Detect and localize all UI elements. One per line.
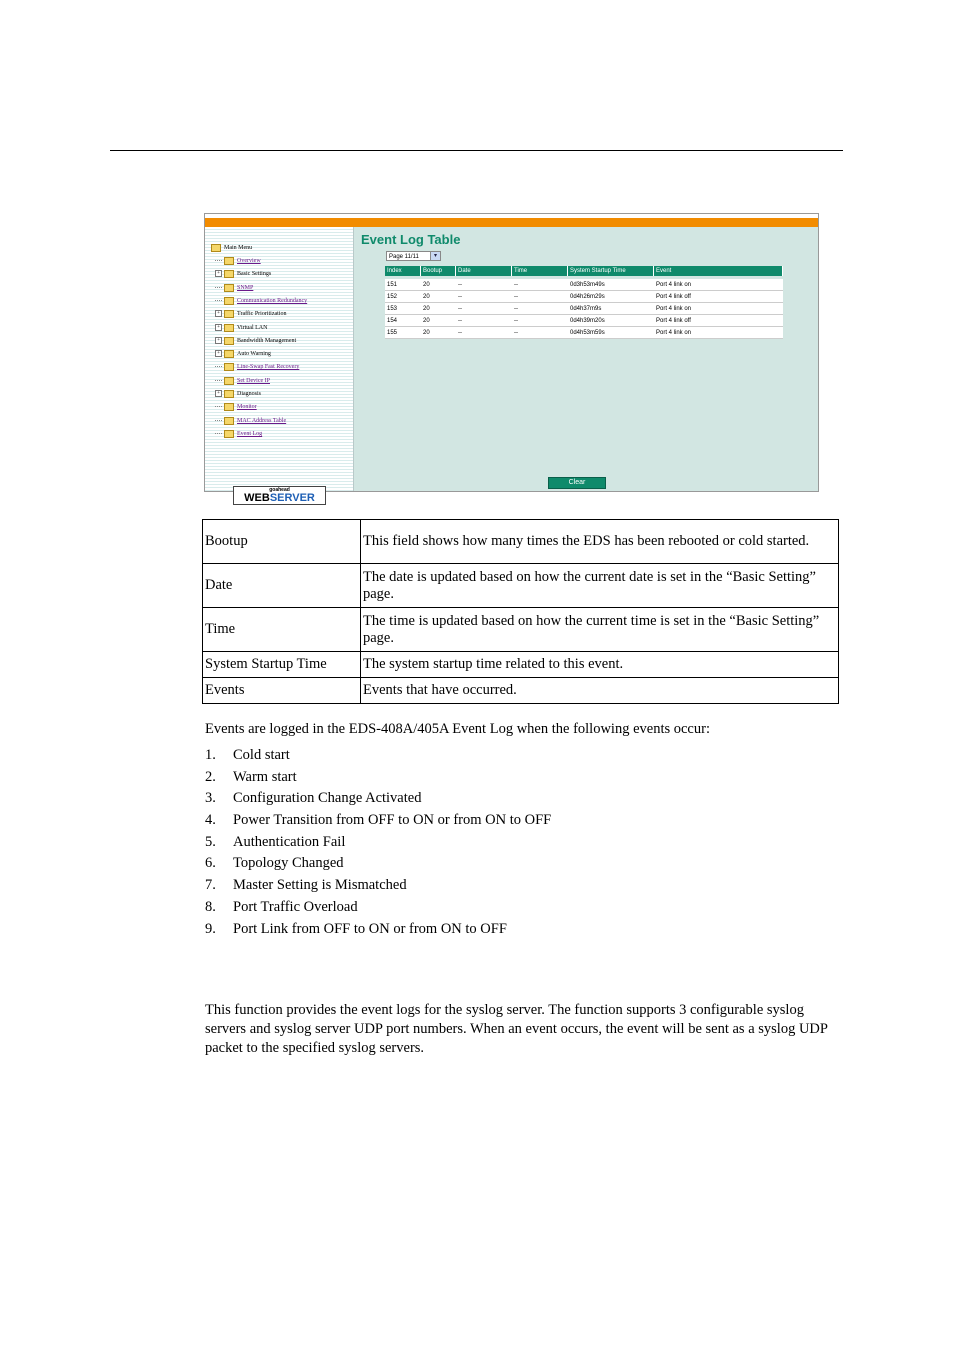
table-row — [203, 564, 839, 608]
list-item — [205, 875, 551, 897]
sidebar-item[interactable] — [215, 349, 271, 359]
logo-wordmark — [234, 493, 325, 504]
table-row — [203, 678, 839, 704]
list-item-text: Authentication Fail — [233, 833, 346, 850]
table-cell: 0d4h39m20s — [568, 315, 654, 327]
table-row — [203, 652, 839, 678]
field-name: Date — [203, 564, 361, 608]
sidebar-item[interactable] — [215, 336, 296, 346]
table-row — [203, 520, 839, 564]
table-row — [385, 279, 783, 291]
sidebar-item-label: Communication Redundancy — [237, 298, 308, 304]
event-log-screenshot — [204, 213, 819, 504]
tree-connector — [215, 433, 222, 434]
sidebar-item[interactable] — [215, 323, 267, 333]
events-list — [205, 745, 551, 940]
sidebar-item-label: Diagnosis — [237, 391, 261, 397]
list-number: 7. — [205, 877, 216, 894]
sidebar-item-label: Bandwidth Management — [237, 338, 297, 344]
folder-icon — [224, 403, 234, 411]
field-name: System Startup Time — [203, 652, 361, 678]
list-item-text: Port Link from OFF to ON or from ON to OFF — [233, 920, 507, 937]
list-number: 4. — [205, 812, 216, 829]
sidebar-item-label: SNMP — [237, 285, 254, 291]
list-number: 3. — [205, 790, 216, 807]
header-rule — [110, 150, 843, 151]
table-cell: Port 4 link off — [654, 315, 783, 327]
sidebar-item[interactable] — [215, 402, 257, 412]
syslog-paragraph: This function provides the event logs for the syslog server. The function supports 3 configurable syslog servers and syslog server UDP port numbers. When an event occurs, the event will be sent as a syslog UDP packet to the specified syslog servers. — [205, 1002, 828, 1056]
webserver-logo — [233, 486, 326, 505]
sidebar-item-label: Line-Swap Fast Recovery — [237, 364, 300, 370]
sidebar-item[interactable] — [215, 416, 286, 426]
logo-server: SERVER — [269, 492, 315, 504]
table-cell: Port 4 link on — [654, 303, 783, 315]
field-description: The date is updated based on how the current date is set in the “Basic Setting” page. — [361, 564, 839, 608]
list-item — [205, 767, 551, 789]
folder-icon — [224, 337, 234, 345]
table-cell: 154 — [385, 315, 421, 327]
table-cell: 20 — [421, 327, 456, 339]
table-cell: 20 — [421, 303, 456, 315]
table-cell: 0d3h53m49s — [568, 279, 654, 291]
field-name: Events — [203, 678, 361, 704]
table-row — [203, 608, 839, 652]
folder-icon — [224, 363, 234, 371]
page-select-value: Page 11/11 — [389, 254, 419, 260]
tree-connector — [215, 380, 222, 381]
table-cell: -- — [512, 315, 568, 327]
page-select[interactable] — [386, 251, 441, 261]
folder-icon — [224, 297, 234, 305]
sidebar-item-label: Main Menu — [224, 245, 253, 251]
table-cell: 155 — [385, 327, 421, 339]
event-log-table — [385, 266, 783, 339]
sidebar-item-label: Set Device IP — [237, 378, 270, 384]
folder-icon — [224, 310, 234, 318]
chevron-down-icon[interactable]: ▾ — [430, 252, 440, 260]
folder-icon — [211, 244, 221, 252]
tree-connector — [215, 406, 222, 407]
tree-connector — [215, 366, 222, 367]
sidebar-item-label: Overview — [237, 258, 261, 264]
sidebar-item[interactable] — [211, 243, 252, 253]
table-cell: -- — [512, 279, 568, 291]
table-cell: -- — [456, 279, 512, 291]
table-cell: -- — [456, 315, 512, 327]
folder-icon — [224, 390, 234, 398]
sidebar-item-label: Auto Warning — [237, 351, 271, 357]
table-cell: -- — [512, 327, 568, 339]
list-item — [205, 810, 551, 832]
expand-icon[interactable]: + — [215, 337, 222, 344]
field-description: This field shows how many times the EDS has been rebooted or cold started. — [361, 520, 839, 564]
table-row — [385, 303, 783, 315]
folder-icon — [224, 377, 234, 385]
expand-icon[interactable]: + — [215, 324, 222, 331]
sidebar-item[interactable] — [215, 283, 253, 293]
sidebar-item-label: MAC Address Table — [237, 418, 287, 424]
list-item-text: Cold start — [233, 747, 290, 763]
field-name: Time — [203, 608, 361, 652]
table-row — [385, 327, 783, 339]
list-item-text: Port Traffic Overload — [233, 898, 358, 915]
clear-button[interactable]: Clear — [548, 477, 606, 489]
list-item — [205, 853, 551, 875]
sidebar-item[interactable] — [215, 389, 261, 399]
table-cell: 152 — [385, 291, 421, 303]
expand-icon[interactable]: + — [215, 310, 222, 317]
list-item — [205, 832, 551, 854]
logo-caption: goahead — [269, 487, 290, 493]
table-cell: 20 — [421, 315, 456, 327]
list-number: 5. — [205, 833, 216, 850]
column-header: System Startup Time — [568, 266, 654, 276]
list-item-text: Topology Changed — [233, 855, 344, 872]
list-item — [205, 788, 551, 810]
sidebar-item[interactable] — [215, 376, 270, 386]
sidebar — [205, 227, 354, 504]
table-cell: 20 — [421, 291, 456, 303]
list-item-text: Power Transition from OFF to ON or from ON to OFF — [233, 812, 552, 829]
sidebar-item[interactable] — [215, 309, 287, 319]
table-cell: 20 — [421, 279, 456, 291]
tree-connector — [215, 287, 222, 288]
expand-icon[interactable]: + — [215, 350, 222, 357]
list-item-text: Configuration Change Activated — [233, 790, 422, 807]
field-description: Events that have occurred. — [361, 678, 839, 704]
sidebar-item[interactable] — [215, 296, 307, 306]
folder-icon — [224, 324, 234, 332]
folder-icon — [224, 284, 234, 292]
list-number: 1. — [205, 747, 216, 763]
column-header: Index — [385, 266, 421, 276]
table-cell: Port 4 link on — [654, 327, 783, 339]
tree-connector — [215, 420, 222, 421]
table-cell: -- — [456, 327, 512, 339]
sidebar-item-label: Monitor — [237, 404, 257, 410]
list-item — [205, 745, 551, 767]
table-cell: 0d4h53m59s — [568, 327, 654, 339]
folder-icon — [224, 430, 234, 438]
column-header: Event — [654, 266, 783, 276]
table-cell: Port 4 link on — [654, 279, 783, 291]
table-cell: 153 — [385, 303, 421, 315]
tree-connector — [215, 260, 222, 261]
folder-icon — [224, 270, 234, 278]
table-row — [385, 315, 783, 327]
tree-connector — [215, 300, 222, 301]
list-item-text: Master Setting is Mismatched — [233, 877, 407, 894]
table-cell: -- — [512, 303, 568, 315]
folder-icon — [224, 350, 234, 358]
sidebar-item[interactable] — [215, 269, 271, 279]
table-cell: -- — [456, 303, 512, 315]
sidebar-item-label: Traffic Prioritization — [237, 311, 287, 317]
sidebar-item-label: Event Log — [237, 431, 263, 437]
column-header: Date — [456, 266, 512, 276]
field-description: The system startup time related to this event. — [361, 652, 839, 678]
sidebar-item[interactable] — [215, 429, 262, 439]
table-cell: 151 — [385, 279, 421, 291]
list-number: 2. — [205, 768, 216, 785]
table-cell: Port 4 link off — [654, 291, 783, 303]
table-cell: 0d4h37m9s — [568, 303, 654, 315]
list-item-text: Warm start — [233, 768, 297, 785]
orange-banner — [205, 218, 818, 227]
expand-icon[interactable]: + — [215, 270, 222, 277]
field-description: The time is updated based on how the current time is set in the “Basic Setting” page. — [361, 608, 839, 652]
expand-icon[interactable]: + — [215, 390, 222, 397]
table-row — [385, 291, 783, 303]
list-item — [205, 897, 551, 919]
column-header: Time — [512, 266, 568, 276]
field-name: Bootup — [203, 520, 361, 564]
folder-icon — [224, 257, 234, 265]
sidebar-item[interactable] — [215, 256, 261, 266]
sidebar-item-label: Virtual LAN — [237, 325, 268, 331]
list-number: 6. — [205, 855, 216, 872]
sidebar-item-label: Basic Settings — [237, 271, 272, 277]
column-header: Bootup — [421, 266, 456, 276]
sidebar-item[interactable] — [215, 362, 299, 372]
logo-web: WEB — [244, 492, 270, 504]
table-cell: -- — [456, 291, 512, 303]
page-title: Event Log Table — [361, 232, 461, 247]
list-item — [205, 919, 551, 941]
list-number: 8. — [205, 898, 216, 915]
list-number: 9. — [205, 920, 216, 937]
table-cell: -- — [512, 291, 568, 303]
field-description-table — [202, 519, 839, 704]
table-cell: 0d4h26m29s — [568, 291, 654, 303]
folder-icon — [224, 417, 234, 425]
events-intro: Events are logged in the EDS-408A/405A Event Log when the following events occur: — [205, 721, 710, 737]
